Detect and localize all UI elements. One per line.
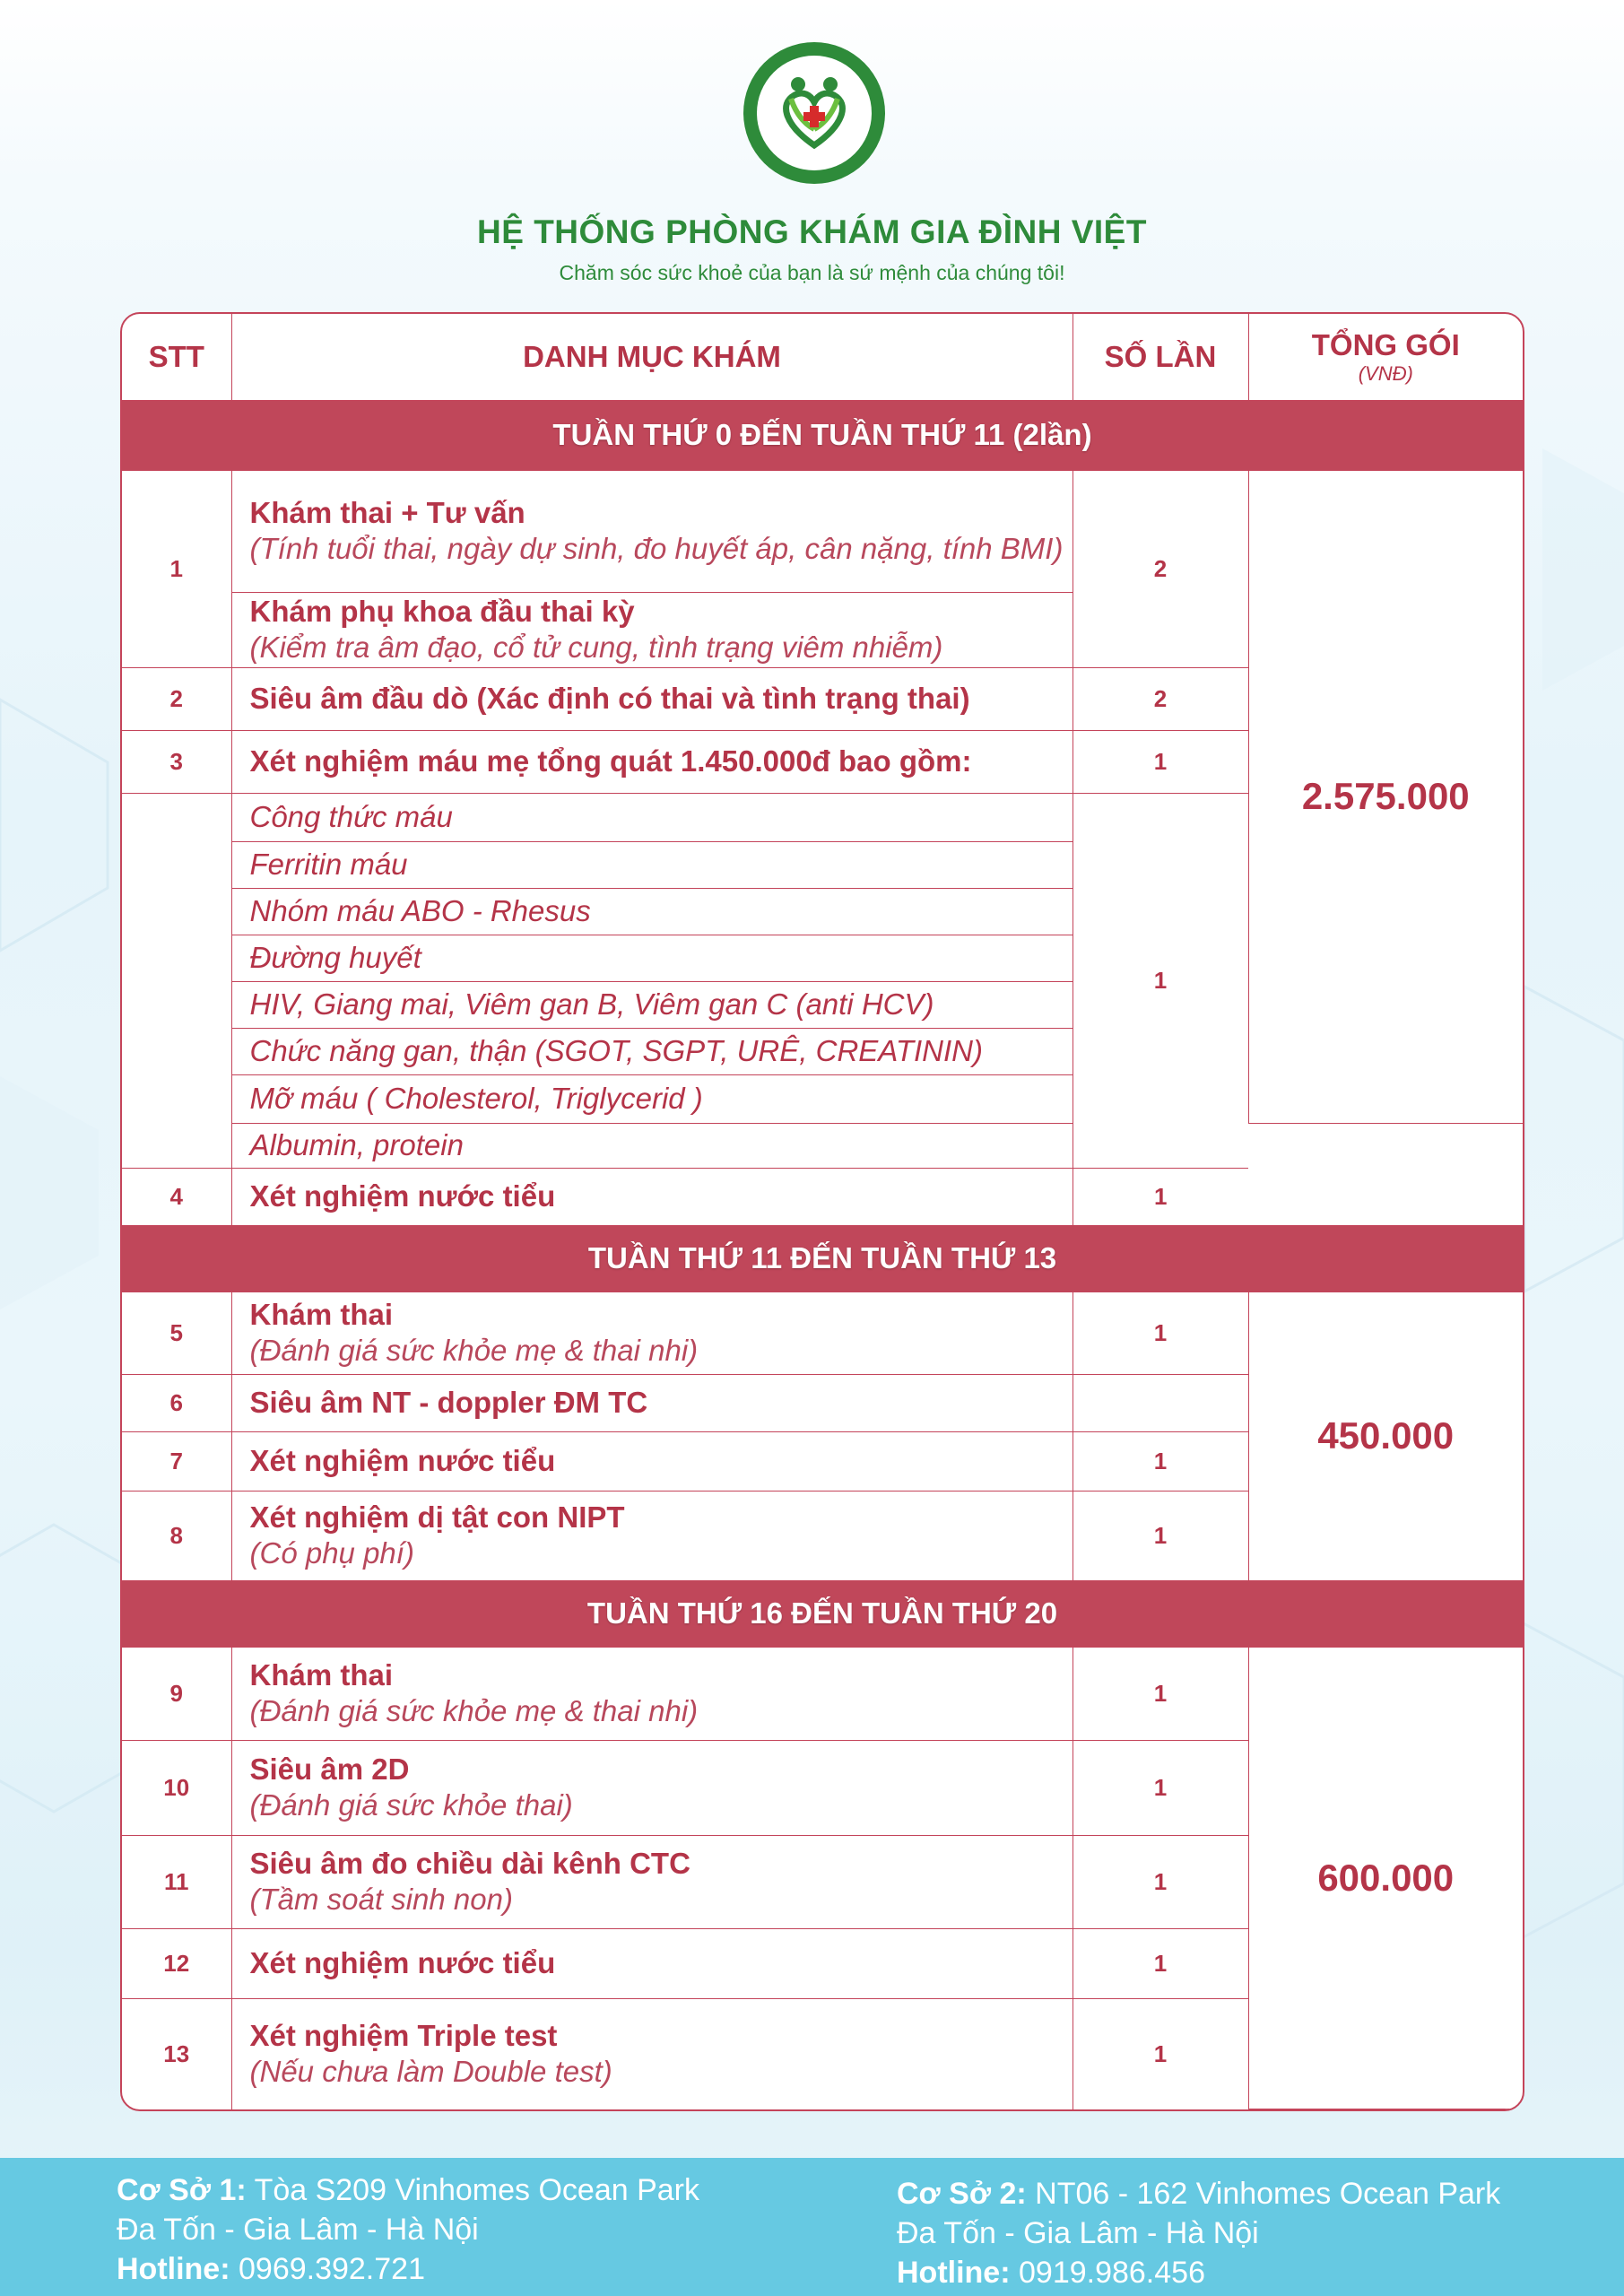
row-stt: 1: [122, 470, 231, 667]
row-count: 1: [1073, 1998, 1248, 2109]
row-count: 1: [1073, 1928, 1248, 1998]
blood-test-item: Chức năng gan, thận (SGOT, SGPT, URÊ, CREATININ): [231, 1028, 1073, 1074]
row-count: 1: [1073, 1491, 1248, 1580]
row-stt: 2: [122, 667, 231, 730]
branch-2-hotline-label: Hotline:: [897, 2256, 1011, 2290]
branch-1-district: Đa Tốn - Gia Lâm - Hà Nội: [117, 2213, 479, 2247]
branch-2-street: NT06 - 162 Vinhomes Ocean Park: [1035, 2177, 1501, 2211]
section-title-1: TUẦN THỨ 0 ĐẾN TUẦN THỨ 11 (2lần): [122, 400, 1523, 470]
row-count: 1: [1073, 730, 1248, 793]
blood-test-item: Ferritin máu: [231, 841, 1073, 888]
item-cell: [231, 1835, 1073, 1928]
section-price-2: 450.000: [1248, 1292, 1523, 1580]
row-count: 1: [1073, 1168, 1248, 1225]
row-stt: 7: [122, 1431, 231, 1491]
item-cell: [231, 592, 1073, 667]
item-cell: [231, 1998, 1073, 2109]
item-title: Siêu âm NT - doppler ĐM TC: [249, 1385, 648, 1419]
col-header-item: DANH MỤC KHÁM: [231, 314, 1073, 400]
item-title: Xét nghiệm nước tiểu: [249, 1178, 556, 1213]
branch-2-district: Đa Tốn - Gia Lâm - Hà Nội: [897, 2216, 1259, 2250]
row-stt: 11: [122, 1835, 231, 1928]
item-cell: [231, 1168, 1073, 1225]
item-note: (Đánh giá sức khỏe mẹ & thai nhi): [249, 1333, 699, 1367]
col-header-total-unit: (VNĐ): [1358, 361, 1413, 385]
row-stt: 10: [122, 1740, 231, 1835]
item-cell: [231, 667, 1073, 730]
row-stt-empty: [122, 793, 231, 1168]
item-title: Siêu âm 2D: [249, 1752, 410, 1786]
branch-2-label: Cơ Sở 2: [897, 2177, 1017, 2211]
item-note: (Tầm soát sinh non): [249, 1882, 513, 1916]
blood-test-item: Nhóm máu ABO - Rhesus: [231, 888, 1073, 935]
blood-test-item: Mỡ máu ( Cholesterol, Triglycerid ): [231, 1074, 1073, 1123]
col-header-total: [1248, 314, 1523, 400]
col-header-stt: STT: [122, 314, 231, 400]
branch-1-label: Cơ Sở 1: [117, 2173, 237, 2207]
branch-1-address: Cơ Sở 1: Tòa S209 Vinhomes Ocean Park Đa Tốn - Gia Lâm - Hà Nội Hotline: 0969.392.721: [117, 2173, 699, 2286]
footer: [0, 2158, 1624, 2296]
row-stt: 13: [122, 1998, 231, 2109]
item-title: Khám thai + Tư vấn: [249, 495, 525, 529]
section-title-3: TUẦN THỨ 16 ĐẾN TUẦN THỨ 20: [122, 1580, 1523, 1647]
item-title: Xét nghiệm Triple test: [249, 2018, 558, 2052]
logo-bottom-text: GIA ĐÌNH VIỆT: [783, 136, 846, 157]
item-cell: [231, 1740, 1073, 1835]
item-title: Siêu âm đo chiều dài kênh CTC: [249, 1846, 690, 1880]
row-stt: 5: [122, 1292, 231, 1374]
row-count: 1: [1073, 1835, 1248, 1928]
row-count: [1073, 1374, 1248, 1431]
row-count: 1: [1073, 1647, 1248, 1740]
row-stt: 12: [122, 1928, 231, 1998]
item-note: (Kiểm tra âm đạo, cổ tử cung, tình trạng viêm nhiễm): [249, 630, 943, 664]
row-stt: 8: [122, 1491, 231, 1580]
row-count: 2: [1073, 667, 1248, 730]
blood-test-item: Công thức máu: [231, 793, 1073, 841]
item-title: Xét nghiệm máu mẹ tổng quát 1.450.000đ bao gồm:: [249, 744, 972, 778]
item-cell: [231, 1491, 1073, 1580]
branch-2-hotline[interactable]: 0919.986.456: [1019, 2256, 1205, 2290]
clinic-logo: [741, 39, 888, 187]
branch-1-hotline-label: Hotline:: [117, 2252, 230, 2286]
branch-1-hotline[interactable]: 0969.392.721: [239, 2252, 425, 2286]
row-count: 1: [1073, 1292, 1248, 1374]
branch-2-address: Cơ Sở 2: NT06 - 162 Vinhomes Ocean Park Đa Tốn - Gia Lâm - Hà Nội Hotline: 0919.986.456: [897, 2177, 1501, 2290]
item-title: Khám thai: [249, 1657, 394, 1692]
row-stt: 3: [122, 730, 231, 793]
row-count: 1: [1073, 1431, 1248, 1491]
item-cell: [231, 1431, 1073, 1491]
blood-test-item: HIV, Giang mai, Viêm gan B, Viêm gan C (anti HCV): [231, 981, 1073, 1028]
item-title: Siêu âm đầu dò (Xác định có thai và tình trạng thai): [249, 681, 970, 715]
row-count: 1: [1073, 1740, 1248, 1835]
item-note: (Đánh giá sức khỏe thai): [249, 1787, 573, 1822]
item-cell: [231, 470, 1073, 592]
package-table: [120, 312, 1524, 2111]
item-note: (Có phụ phí): [249, 1535, 414, 1570]
blood-test-item: Đường huyết: [231, 935, 1073, 981]
item-title: Xét nghiệm dị tật con NIPT: [249, 1500, 625, 1534]
item-cell: [231, 730, 1073, 793]
item-cell: [231, 1928, 1073, 1998]
section-price-1: 2.575.000: [1248, 470, 1523, 1123]
item-cell: [231, 1292, 1073, 1374]
branch-1-street: Tòa S209 Vinhomes Ocean Park: [254, 2173, 699, 2207]
item-title: Xét nghiệm nước tiểu: [249, 1945, 556, 1979]
section-price-3: 600.000: [1248, 1647, 1523, 2109]
col-header-count: SỐ LẦN: [1073, 314, 1248, 400]
row-stt: 4: [122, 1168, 231, 1225]
item-cell: [231, 1374, 1073, 1431]
row-count: 1: [1073, 793, 1248, 1168]
section-title-2: TUẦN THỨ 11 ĐẾN TUẦN THỨ 13: [122, 1225, 1523, 1292]
brand-subtitle: Chăm sóc sức khoẻ của bạn là sứ mệnh của chúng tôi!: [559, 261, 1065, 284]
item-note: (Nếu chưa làm Double test): [249, 2054, 612, 2088]
item-cell: [231, 1647, 1073, 1740]
row-stt: 6: [122, 1374, 231, 1431]
item-note: (Tính tuổi thai, ngày dự sinh, đo huyết áp, cân nặng, tính BMI): [249, 531, 1064, 565]
col-header-total-label: TỔNG GÓI: [1311, 327, 1460, 361]
item-title: Khám phụ khoa đầu thai kỳ: [249, 594, 635, 628]
row-stt: 9: [122, 1647, 231, 1740]
item-note: (Đánh giá sức khỏe mẹ & thai nhi): [249, 1693, 699, 1727]
item-title: Khám thai: [249, 1297, 394, 1331]
blood-test-item: Albumin, protein: [231, 1123, 1073, 1168]
row-count: 2: [1073, 470, 1248, 667]
brand-title: HỆ THỐNG PHÒNG KHÁM GIA ĐÌNH VIỆT: [477, 213, 1147, 250]
item-title: Xét nghiệm nước tiểu: [249, 1443, 556, 1477]
logo-top-text: SỨC KHỎE · BÌNH AN · HẠNH PHÚC: [760, 59, 868, 115]
